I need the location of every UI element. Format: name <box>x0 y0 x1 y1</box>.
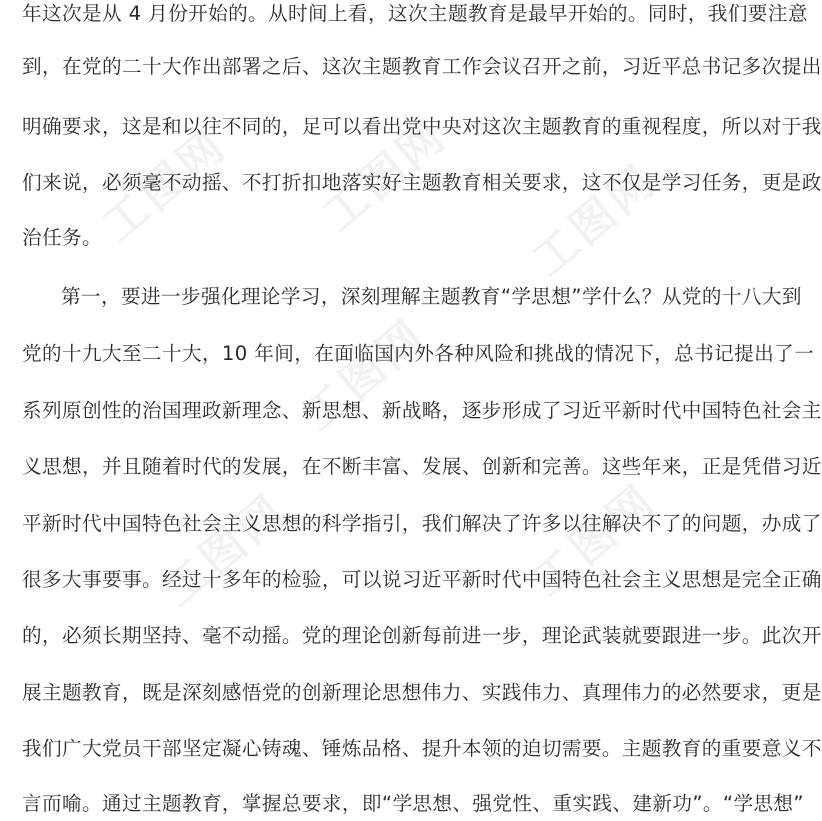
text-line: 很多大事要事。经过十多年的检验，可以说习近平新时代中国特色社会主义思想是完全正确 <box>22 568 822 591</box>
text-line: 们来说，必须毫不动摇、不打折扣地落实好主题教育相关要求，这不仅是学习任务，更是政 <box>22 171 822 194</box>
text-line: 到，在党的二十大作出部署之后、这次主题教育工作会议召开之前，习近平总书记多次提出 <box>22 55 822 78</box>
text-line: 党的十九大至二十大，10 年间，在面临国内外各种风险和挑战的情况下，总书记提出了一 <box>22 342 815 365</box>
watermark: 工图网 <box>93 119 237 252</box>
watermark: 工图网 <box>313 109 457 242</box>
text-line: 年这次是从 4 月份开始的。从时间上看，这次主题教育是最早开始的。同时，我们要注意 <box>22 2 808 25</box>
text-line: 系列原创性的治国理政新理念、新思想、新战略，逐步形成了习近平新时代中国特色社会主 <box>22 399 822 422</box>
text-line: 义思想，并且随着时代的发展，在不断丰富、发展、创新和完善。这些年来，正是凭借习近 <box>22 455 822 478</box>
paragraph-start-line: 第一，要进一步强化理论学习，深刻理解主题教育“学思想”学什么？从党的十八大到 <box>61 285 802 308</box>
watermark: 工图网 <box>523 474 667 607</box>
text-line: 平新时代中国特色社会主义思想的科学指引，我们解决了许多以往解决不了的问题，办成了 <box>22 512 822 535</box>
text-line: 我们广大党员干部坚定凝心铸魂、锤炼品格、提升本领的迫切需要。主题教育的重要意义不 <box>22 737 822 760</box>
watermark: 工图网 <box>153 484 297 617</box>
text-line: 治任务。 <box>22 226 102 249</box>
text-line: 展主题教育，既是深刻感悟党的创新理论思想伟力、实践伟力、真理伟力的必然要求，更是 <box>22 681 822 704</box>
watermark: 工图网 <box>293 309 437 442</box>
watermark: 工图网 <box>523 154 667 287</box>
text-line: 明确要求，这是和以往不同的，足可以看出党中央对这次主题教育的重视程度，所以对于我 <box>22 115 822 138</box>
text-line: 言而喻。通过主题教育，掌握总要求，即“学思想、强党性、重实践、建新功”。“学思想” <box>22 792 804 815</box>
text-line: 的，必须长期坚持、毫不动摇。党的理论创新每前进一步，理论武装就要跟进一步。此次开 <box>22 624 822 647</box>
